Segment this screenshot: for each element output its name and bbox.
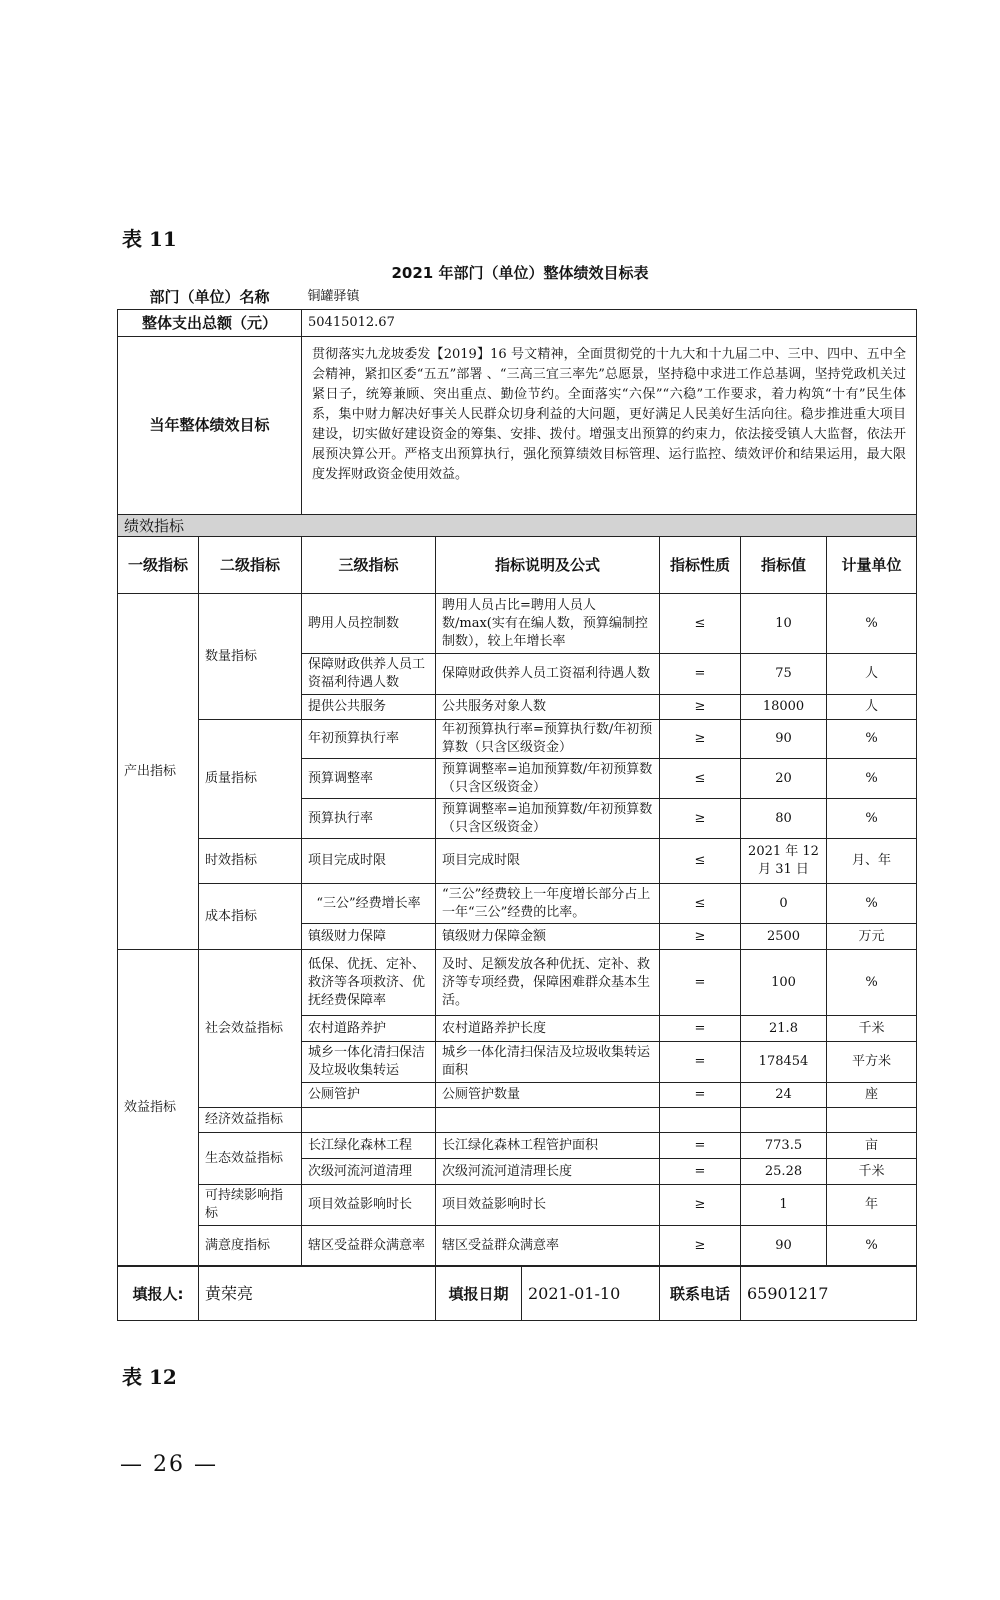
value-cell: 75 bbox=[741, 654, 827, 695]
description-cell: 年初预算执行率=预算执行数/年初预算数（只含区级资金） bbox=[436, 720, 660, 759]
description-cell: 镇级财力保障金额 bbox=[436, 924, 660, 950]
level3-cell: 农村道路养护 bbox=[302, 1016, 436, 1042]
description-cell: 聘用人员占比=聘用人员人数/max(实有在编人数，预算编制控制数），较上年增长率 bbox=[436, 594, 660, 654]
header-description: 指标说明及公式 bbox=[436, 537, 660, 594]
unit-cell: 千米 bbox=[827, 1016, 917, 1042]
nature-cell: = bbox=[660, 1083, 741, 1108]
footer-table bbox=[117, 1266, 917, 1321]
nature-cell: = bbox=[660, 1042, 741, 1083]
table-11-label: 表 11 bbox=[122, 227, 177, 251]
group-social: 社会效益指标 bbox=[199, 950, 302, 1108]
value-cell: 21.8 bbox=[741, 1016, 827, 1042]
unit-cell: 千米 bbox=[827, 1159, 917, 1185]
value-cell: 0 bbox=[741, 884, 827, 924]
nature-cell: ≥ bbox=[660, 799, 741, 839]
description-cell: 长江绿化森林工程管护面积 bbox=[436, 1133, 660, 1159]
value-cell: 90 bbox=[741, 1226, 827, 1266]
table-row bbox=[118, 1133, 917, 1159]
level3-cell: 保障财政供养人员工资福利待遇人数 bbox=[302, 654, 436, 695]
description-cell: “三公”经费较上一年度增长部分占上一年“三公”经费的比率。 bbox=[436, 884, 660, 924]
group-timeliness: 时效指标 bbox=[199, 839, 302, 884]
header-unit: 计量单位 bbox=[827, 537, 917, 594]
value-cell: 1 bbox=[741, 1185, 827, 1226]
goal-text: 贯彻落实九龙坡委发【2019】16 号文精神，全面贯彻党的十九大和十九届二中、三中、四中、五中全会精神，紧扣区委“五五”部署 、“三高三宜三率先”总愿景，坚持稳中求进工作总基调，坚持党政机关过紧日子，统筹兼顾、突出重点、勤俭节约。全面落实“六保”“六稳”工作要求，着力构筑“十有”民生体系，集中财力解决好事关人民群众切身利益的大问题，更好满足人民美好生活向往。稳步推进重大项目建设，切实做好建设资金的筹集、安排、拨付。增强支出预算的约束力，依法接受镇人大监督，依法开展预决算公开。严格支出预算执行，强化预算绩效目标管理、运行监控、绩效评价和结果运用，最大限度发挥财政资金使用效益。 bbox=[302, 336, 917, 514]
nature-cell: = bbox=[660, 1016, 741, 1042]
description-cell: 保障财政供养人员工资福利待遇人数 bbox=[436, 654, 660, 695]
filler-label: 填报人: bbox=[118, 1267, 199, 1321]
group-economic: 经济效益指标 bbox=[199, 1108, 302, 1133]
value-cell: 100 bbox=[741, 950, 827, 1016]
level3-cell: 镇级财力保障 bbox=[302, 924, 436, 950]
description-cell: 预算调整率=追加预算数/年初预算数（只含区级资金） bbox=[436, 799, 660, 839]
nature-cell: = bbox=[660, 1133, 741, 1159]
level3-cell: 聘用人员控制数 bbox=[302, 594, 436, 654]
unit-cell: % bbox=[827, 950, 917, 1016]
header-level3: 三级指标 bbox=[302, 537, 436, 594]
total-value: 50415012.67 bbox=[302, 309, 917, 336]
description-cell: 项目完成时限 bbox=[436, 839, 660, 884]
value-cell: 178454 bbox=[741, 1042, 827, 1083]
nature-cell: = bbox=[660, 950, 741, 1016]
goal-label: 当年整体绩效目标 bbox=[118, 336, 302, 514]
level3-cell: 低保、优抚、定补、救济等各项救济、优抚经费保障率 bbox=[302, 950, 436, 1016]
level3-cell: 次级河流河道清理 bbox=[302, 1159, 436, 1185]
total-label: 整体支出总额（元） bbox=[118, 309, 302, 336]
value-cell: 10 bbox=[741, 594, 827, 654]
unit-cell: % bbox=[827, 759, 917, 799]
level3-cell: 公厕管护 bbox=[302, 1083, 436, 1108]
level3-cell: 预算执行率 bbox=[302, 799, 436, 839]
group-sustainable: 可持续影响指标 bbox=[199, 1185, 302, 1226]
section-label: 绩效指标 bbox=[118, 515, 917, 537]
level3-cell: 提供公共服务 bbox=[302, 695, 436, 720]
phone-label: 联系电话 bbox=[660, 1267, 741, 1321]
date-label: 填报日期 bbox=[436, 1267, 522, 1321]
table-row bbox=[118, 839, 917, 884]
group-ecological: 生态效益指标 bbox=[199, 1133, 302, 1185]
value-cell: 90 bbox=[741, 720, 827, 759]
nature-cell: = bbox=[660, 1159, 741, 1185]
unit-cell: 人 bbox=[827, 695, 917, 720]
value-cell: 18000 bbox=[741, 695, 827, 720]
table-row bbox=[118, 1226, 917, 1266]
header-level1: 一级指标 bbox=[118, 537, 199, 594]
nature-cell: ≤ bbox=[660, 884, 741, 924]
unit-cell: % bbox=[827, 799, 917, 839]
info-table bbox=[117, 285, 917, 515]
dept-value: 铜罐驿镇 bbox=[307, 288, 360, 304]
unit-cell: 万元 bbox=[827, 924, 917, 950]
table-row bbox=[118, 720, 917, 759]
description-cell: 公厕管护数量 bbox=[436, 1083, 660, 1108]
value-cell: 2500 bbox=[741, 924, 827, 950]
nature-cell: ≥ bbox=[660, 695, 741, 720]
unit-cell: 人 bbox=[827, 654, 917, 695]
value-cell: 20 bbox=[741, 759, 827, 799]
description-cell: 辖区受益群众满意率 bbox=[436, 1226, 660, 1266]
group-quantity: 数量指标 bbox=[199, 594, 302, 720]
filler-value: 黄荣亮 bbox=[199, 1267, 436, 1321]
level3-cell: 年初预算执行率 bbox=[302, 720, 436, 759]
group-quality: 质量指标 bbox=[199, 720, 302, 839]
dept-label: 部门（单位）名称 bbox=[149, 287, 270, 306]
table-row bbox=[118, 1108, 917, 1133]
table-row bbox=[118, 950, 917, 1016]
nature-cell: ≥ bbox=[660, 1185, 741, 1226]
unit-cell: 月、年 bbox=[827, 839, 917, 884]
description-cell: 农村道路养护长度 bbox=[436, 1016, 660, 1042]
value-cell: 25.28 bbox=[741, 1159, 827, 1185]
header-level2: 二级指标 bbox=[199, 537, 302, 594]
group-satisfaction: 满意度指标 bbox=[199, 1226, 302, 1266]
date-value: 2021-01-10 bbox=[522, 1267, 660, 1321]
nature-cell: = bbox=[660, 654, 741, 695]
level3-cell: 项目完成时限 bbox=[302, 839, 436, 884]
unit-cell: 年 bbox=[827, 1185, 917, 1226]
level3-cell: “三公”经费增长率 bbox=[302, 884, 436, 924]
value-cell: 24 bbox=[741, 1083, 827, 1108]
nature-cell: ≤ bbox=[660, 839, 741, 884]
unit-cell: 座 bbox=[827, 1083, 917, 1108]
table-row bbox=[118, 884, 917, 924]
table-12-label: 表 12 bbox=[122, 1365, 177, 1389]
description-cell: 项目效益影响时长 bbox=[436, 1185, 660, 1226]
level3-cell: 辖区受益群众满意率 bbox=[302, 1226, 436, 1266]
value-cell: 2021 年 12 月 31 日 bbox=[741, 839, 827, 884]
unit-cell: % bbox=[827, 594, 917, 654]
nature-cell: ≥ bbox=[660, 924, 741, 950]
nature-cell: ≥ bbox=[660, 1226, 741, 1266]
nature-cell: ≥ bbox=[660, 720, 741, 759]
unit-cell: % bbox=[827, 1226, 917, 1266]
description-cell: 城乡一体化清扫保洁及垃圾收集转运面积 bbox=[436, 1042, 660, 1083]
unit-cell: % bbox=[827, 884, 917, 924]
unit-cell: % bbox=[827, 720, 917, 759]
group-benefit: 效益指标 bbox=[118, 950, 199, 1266]
indicator-table bbox=[117, 514, 917, 1266]
level3-cell: 项目效益影响时长 bbox=[302, 1185, 436, 1226]
group-cost: 成本指标 bbox=[199, 884, 302, 950]
description-cell: 次级河流河道清理长度 bbox=[436, 1159, 660, 1185]
description-cell: 公共服务对象人数 bbox=[436, 695, 660, 720]
level3-cell: 预算调整率 bbox=[302, 759, 436, 799]
value-cell: 773.5 bbox=[741, 1133, 827, 1159]
page-number: — 26 — bbox=[120, 1452, 218, 1477]
table-row bbox=[118, 594, 917, 654]
table-row bbox=[118, 1185, 917, 1226]
value-cell: 80 bbox=[741, 799, 827, 839]
nature-cell: ≤ bbox=[660, 759, 741, 799]
group-output: 产出指标 bbox=[118, 594, 199, 950]
header-value: 指标值 bbox=[741, 537, 827, 594]
level3-cell: 城乡一体化清扫保洁及垃圾收集转运 bbox=[302, 1042, 436, 1083]
phone-value: 65901217 bbox=[741, 1267, 917, 1321]
unit-cell: 亩 bbox=[827, 1133, 917, 1159]
document-title: 2021 年部门（单位）整体绩效目标表 bbox=[391, 264, 649, 282]
header-nature: 指标性质 bbox=[660, 537, 741, 594]
nature-cell: ≤ bbox=[660, 594, 741, 654]
level3-cell: 长江绿化森林工程 bbox=[302, 1133, 436, 1159]
description-cell: 及时、足额发放各种优抚、定补、救济等专项经费，保障困难群众基本生活。 bbox=[436, 950, 660, 1016]
unit-cell: 平方米 bbox=[827, 1042, 917, 1083]
description-cell: 预算调整率=追加预算数/年初预算数（只含区级资金） bbox=[436, 759, 660, 799]
